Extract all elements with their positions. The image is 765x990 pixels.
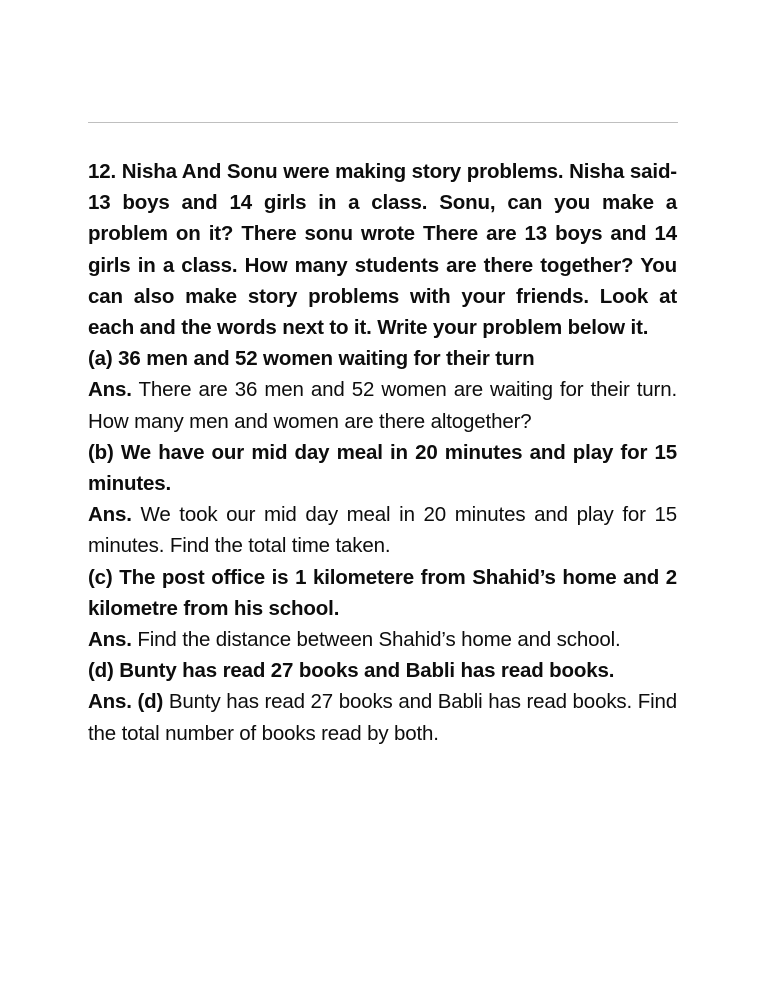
question-prompt: 12. Nisha And Sonu were making story problems. Nisha said- 13 boys and 14 girls in a class. Sonu, can you make a problem on it? There sonu wrote There are 13 boys and 14 girls in a class. How many students are there together? You can also make story problems with your friends. Look at each and the words next to it. Write your problem below it.: [88, 160, 677, 340]
part-d-answer-lead: Ans. (d): [88, 690, 164, 714]
part-c-answer-body: Find the distance between Shahid’s home and school.: [131, 628, 621, 652]
header-divider: [88, 122, 678, 123]
document-body: [88, 156, 677, 749]
part-d-answer: [88, 686, 677, 748]
part-b-question: (b) We have our mid day meal in 20 minutes and play for 15 minutes.: [88, 440, 677, 496]
part-a-answer: [88, 374, 677, 436]
part-c-answer: [88, 624, 677, 655]
part-c-answer-lead: Ans.: [88, 628, 132, 652]
part-a-answer-body: There are 36 men and 52 women are waiting for their turn. How many men and women are there altogether?: [88, 378, 677, 433]
part-d-question: (d) Bunty has read 27 books and Babli has read books.: [88, 659, 615, 683]
part-a-question: (a) 36 men and 52 women waiting for their turn: [88, 347, 535, 371]
part-b-answer-lead: Ans.: [88, 503, 132, 527]
part-a-answer-lead: Ans.: [88, 378, 132, 402]
part-c-question: (c) The post office is 1 kilometere from Shahid’s home and 2 kilometre from his school.: [88, 565, 677, 620]
part-b-answer: [88, 499, 677, 561]
part-d-answer-body: Bunty has read 27 books and Babli has read books. Find the total number of books read by both.: [88, 690, 677, 745]
part-b-answer-body: We took our mid day meal in 20 minutes and play for 15 minutes. Find the total time taken.: [88, 503, 677, 558]
